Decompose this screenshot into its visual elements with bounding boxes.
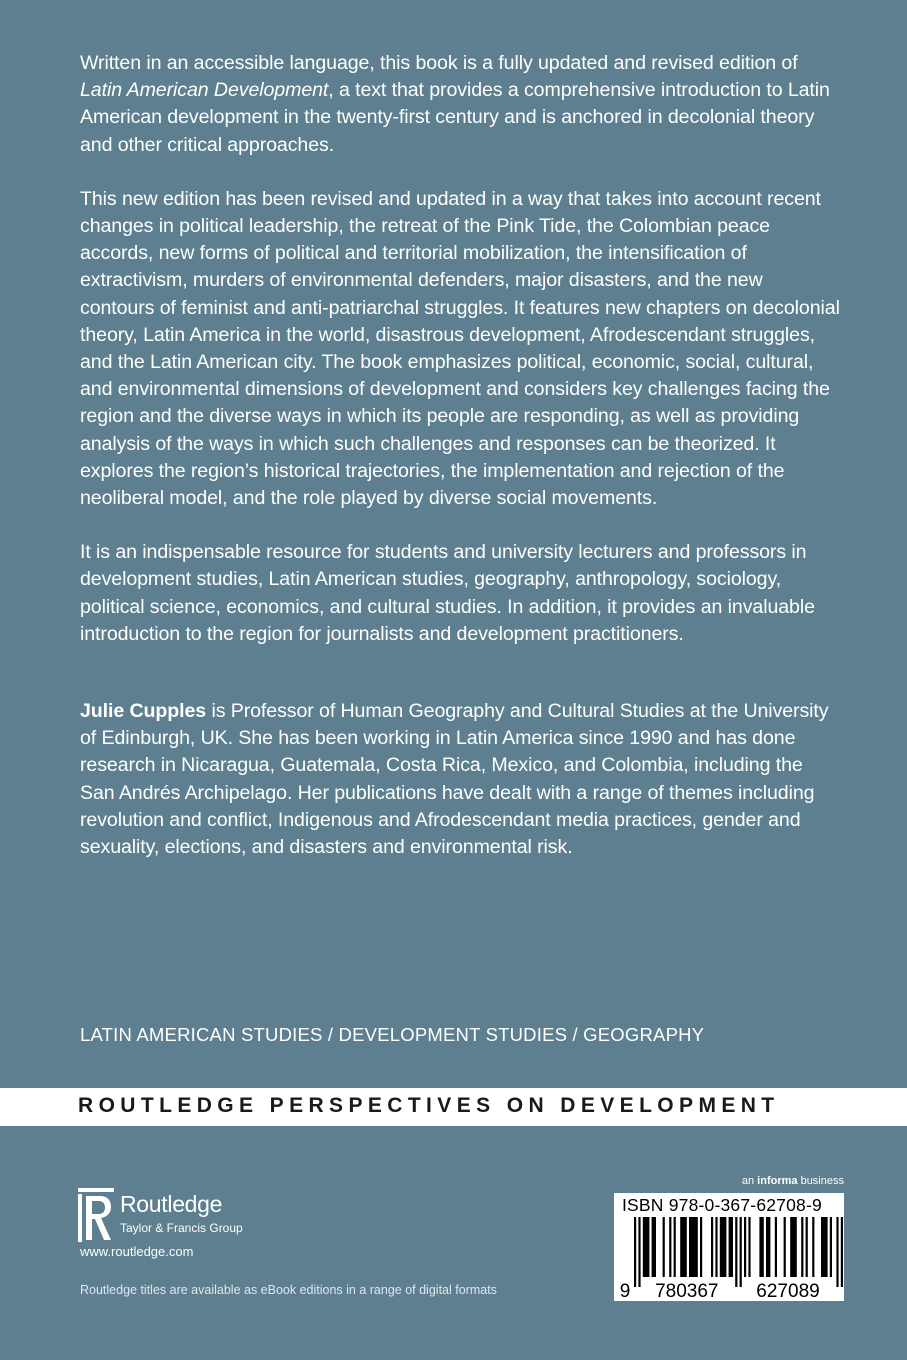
isbn-label: ISBN 978-0-367-62708-9 [622, 1195, 822, 1215]
barcode-bar [674, 1217, 676, 1277]
barcode-bar [680, 1217, 687, 1277]
barcode-digits: 627089 [756, 1281, 820, 1301]
barcode-bar [634, 1217, 636, 1287]
ebook-note: Routledge titles are available as eBook editions in a range of digital formats [80, 1283, 497, 1297]
barcode-bar [841, 1217, 843, 1287]
barcode-bar [784, 1217, 786, 1277]
barcode-bar [744, 1217, 746, 1277]
barcode-bar [806, 1217, 808, 1277]
barcode-bar [821, 1217, 828, 1277]
publisher-name: Routledge [120, 1191, 223, 1217]
author-bio: Julie Cupples is Professor of Human Geography and Cultural Studies at the University of Edinburgh, UK. She has been working in Latin America since 1990 and has done research in Nicaragua, Guatemala, Costa Rica, Mexico, and Colombia, including the San Andrés Archipelago. Her publications have dealt with a range of themes including revolution and conflict, Indigenous and Afrodescendant media practices, gender and sexuality, elections, and disasters and environmental risk. [80, 700, 829, 859]
barcode-bar [689, 1217, 698, 1277]
barcode-bar [643, 1217, 650, 1277]
barcode-bar [740, 1217, 742, 1287]
publisher-url: www.routledge.com [80, 1244, 194, 1259]
barcode-bar [711, 1217, 713, 1277]
barcode-bar [715, 1217, 717, 1277]
author-name: Julie Cupples [80, 700, 207, 723]
barcode-bar [638, 1217, 640, 1287]
routledge-logo-icon [78, 1188, 114, 1242]
barcode-bar [836, 1217, 838, 1287]
barcode-bar [766, 1217, 770, 1277]
back-cover-blurb [80, 50, 840, 888]
barcode-bar [720, 1217, 727, 1277]
barcode-digits: 780367 [655, 1281, 719, 1301]
blurb-paragraph-3: It is an indispensable resource for students and university lecturers and professors in development studies, Latin American studies, geography, anthropology, sociology, political science, economics, and cultural studies. In addition, it provides an invaluable introduction to the region for journalists and development practitioners. [80, 541, 815, 645]
barcode-bar [748, 1217, 750, 1277]
book-title: Latin American Development [80, 79, 329, 102]
barcode-bar [735, 1217, 737, 1287]
barcode-bar [801, 1217, 803, 1277]
barcode-bar [790, 1217, 797, 1277]
publisher-group: Taylor & Francis Group [120, 1221, 243, 1235]
barcode-bar [700, 1217, 702, 1277]
barcode-bar [669, 1217, 671, 1277]
barcode-bar [775, 1217, 777, 1277]
barcode-bar [759, 1217, 763, 1277]
subject-categories: LATIN AMERICAN STUDIES / DEVELOPMENT STUDIES / GEOGRAPHY [80, 1024, 705, 1045]
barcode-bar [830, 1217, 832, 1277]
barcode-bar [652, 1217, 656, 1277]
blurb-paragraph-1: Written in an accessible language, this book is a fully updated and revised edition of Latin American Development, a text that provides a comprehensive introduction to Latin American development in the twenty-first century and is anchored in decolonial theory and other critical approaches. [80, 52, 830, 156]
series-title: ROUTLEDGE PERSPECTIVES ON DEVELOPMENT [78, 1094, 780, 1117]
barcode-bar [729, 1217, 733, 1277]
barcode-bar [812, 1217, 814, 1277]
barcode-graphic [614, 1193, 844, 1301]
barcode-bar [663, 1217, 665, 1277]
isbn-barcode [614, 1193, 844, 1301]
barcode-digits: 9 [619, 1281, 631, 1301]
blurb-paragraph-2: This new edition has been revised and updated in a way that takes into account recent changes in political leadership, the retreat of the Pink Tide, the Colombian peace accords, new forms of political and territorial mobilization, the intensification of extractivism, murders of environmental defenders, major disasters, and the new contours of feminist and anti-patriarchal struggles. It features new chapters on decolonial theory, Latin America in the world, disastrous development, Afrodescendant struggles, and the Latin American city. The book emphasizes political, economic, social, cultural, and environmental dimensions of development and considers key challenges facing the region and the diverse ways in which its people are responding, as well as providing analysis of the ways in which such challenges and responses can be theorized. It explores the region’s historical trajectories, the implementation and rejection of the neoliberal model, and the role played by diverse social movements. [80, 187, 840, 510]
informa-tagline: an informa business [741, 1175, 844, 1187]
series-band [0, 1088, 907, 1126]
